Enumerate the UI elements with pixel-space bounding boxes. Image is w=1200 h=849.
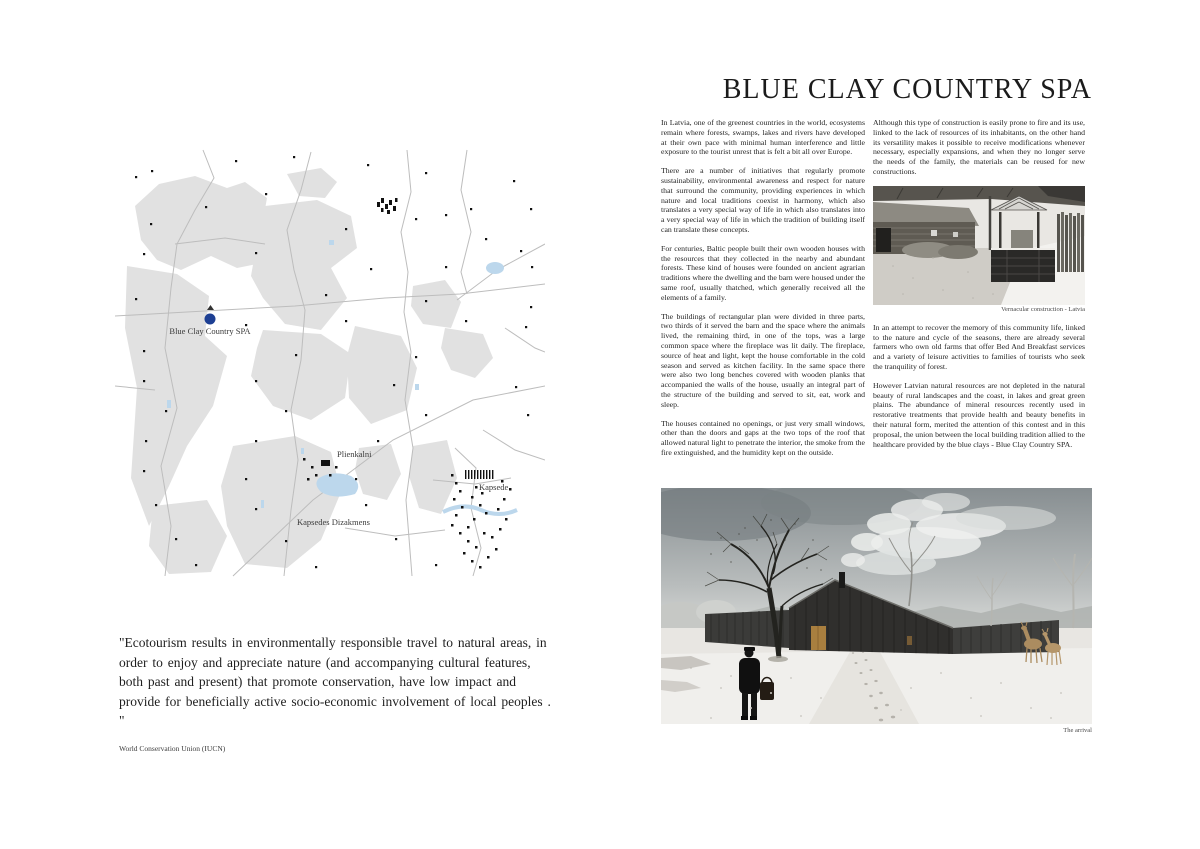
map-label-kapsedes-dizakmens: Kapsedes Dizakmens [297, 517, 370, 527]
map [115, 148, 545, 578]
arrival-photo-caption: The arrival [1063, 727, 1092, 734]
paragraph: The buildings of rectangular plan were divided in three parts, two thirds of it served the barn and the space where the animals lived, the remaining third, in one of the tops, was a large common space where the fireplace was lit daily. The fireplace, source of heat and light, kept the house comfortable in the cold season and served as kitchen facility. In the same space there were also two long benches covered with wooden planks that accompanied the walls of the house, usually an integral part of the structure of the building and served to sit, eat, work and sleep. [661, 311, 865, 409]
map-forest-patches [125, 168, 493, 574]
paragraph: In an attempt to recover the memory of this community life, linked to the nature and cycle of the seasons, there are already several farmers who own old farms that offer Bed And Breakfast services and a variety of leisure activities to families of tourists who seek the tranquility of forest. [873, 322, 1085, 371]
quote-text: "Ecotourism results in environmentally responsible travel to natural areas, in order to enjoy and appreciate nature (and accompanying cultural features, both past and present) that promote conservation, have low impact and provide for beneficially active socio-economic involvement of local peoples . " [119, 635, 551, 728]
paragraph: For centuries, Baltic people built their own wooden houses with the resources that they collected in the nearby and abundant forests. These kind of houses were founded on ancient agrarian traditions where the dwelling and the barn were housed under the same roof, usually thatched, which generally received all the elements of a family. [661, 243, 865, 302]
paragraph: In Latvia, one of the greenest countries in the world, ecosystems remain where forests, swamps, lakes and rivers have developed at their own pace with minimal human interference and little exposure to the tourist unrest that is felt a bit all over Europe. [661, 118, 865, 157]
quote-attribution: World Conservation Union (IUCN) [119, 743, 226, 753]
ecotourism-quote [119, 633, 559, 753]
map-label-spa: Blue Clay Country SPA [169, 326, 251, 336]
arrival-photo [661, 488, 1092, 724]
article-column-right [873, 118, 1085, 458]
page-title: BLUE CLAY COUNTRY SPA [722, 74, 1092, 105]
paragraph: However Latvian natural resources are not depleted in the natural beauty of rural landscapes and the coast, in lakes and great green plains. The abundance of mineral resources recently used in restorative treatments that provide health and beauty benefits in their natural form, merited the attention of this contest and in this proposal, the union between the local building tradition allied to the healthcare provided by the blue clays - Blue Clay Country SPA. [873, 380, 1085, 449]
map-label-kapsede: Kapsede [479, 482, 509, 492]
paragraph: The houses contained no openings, or just very small windows, other than the doors and gaps at the two tops of the roof that allowed natural light to penetrate the interior, the smoke from the fire extinguished, and the humidity kept on the outside. [661, 418, 865, 457]
map-label-plienkalni: Plienkalni [337, 449, 372, 459]
vernacular-photo-caption: Vernacular construction - Latvia [1001, 305, 1085, 313]
article-column-left [661, 118, 865, 467]
paragraph: Although this type of construction is easily prone to fire and its use, linked to the lack of resources of its inhabitants, on the other hand its versatility makes it possible to receive modifications whenever necessary, especially expansions, and when they no longer serve the needs of the family, the materials can be reused for new constructions. [873, 118, 1085, 176]
paragraph: There are a number of initiatives that regularly promote sustainability, environmental awareness and respect for nature that surround the community, providing experiences in which nature and local traditions coexist in harmony, which also translates a very special way of life in which also translates into a very special way of life in which the tradition of building itself can translate these concepts. [661, 166, 865, 234]
vernacular-photo [873, 186, 1085, 305]
